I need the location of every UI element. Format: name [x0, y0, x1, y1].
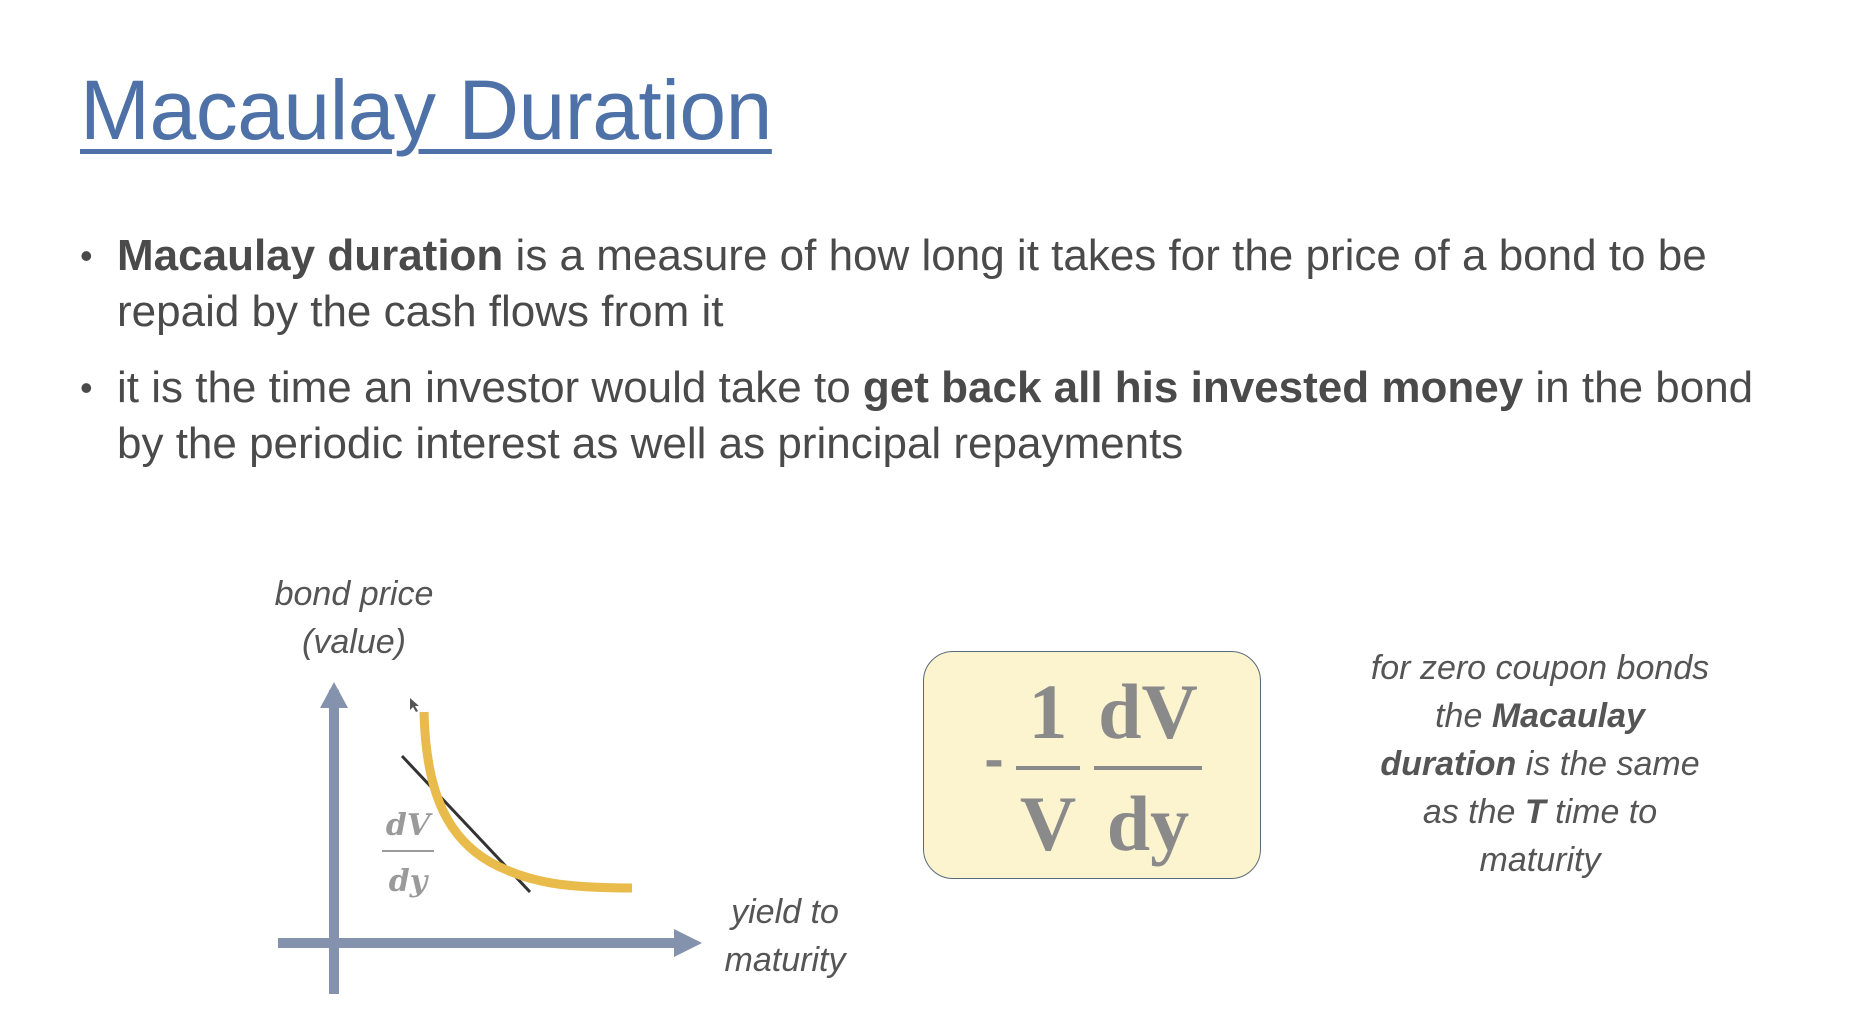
x-axis-arrow-icon — [674, 929, 702, 957]
formula-frac1-denominator: V — [1019, 780, 1077, 867]
mouse-cursor-icon — [410, 698, 419, 712]
bullet-text-before: it is the time an investor would take to — [117, 363, 863, 412]
slope-fraction — [378, 808, 438, 900]
x-axis-label-line2: maturity — [724, 941, 846, 979]
bullet-dot-icon: • — [80, 235, 93, 276]
bond-price-yield-diagram — [240, 570, 880, 1010]
note-part3: time to maturity — [1479, 793, 1658, 879]
bullet-list — [80, 228, 1780, 492]
note-bold-term: Macaulay duration — [1380, 697, 1645, 783]
note-part2: is the same as the — [1422, 745, 1700, 831]
price-yield-curve — [424, 712, 632, 888]
slide-title: Macaulay Duration — [80, 63, 772, 157]
bullet-bold-term: Macaulay duration — [117, 231, 504, 280]
formula-fraction-1 — [1016, 670, 1080, 866]
bullet-item — [80, 360, 1780, 472]
formula-sign: - — [984, 732, 1004, 788]
x-axis-label — [700, 888, 870, 984]
slope-fraction-bar — [382, 850, 434, 852]
formula-frac1-bar — [1016, 766, 1080, 770]
slope-denominator: dy — [388, 864, 428, 899]
note-part1: for zero coupon bonds the — [1370, 649, 1710, 735]
formula-fraction-2 — [1094, 670, 1202, 866]
bullet-bold-phrase: get back all his invested money — [862, 363, 1524, 412]
formula-frac2-bar — [1094, 766, 1202, 770]
formula-frac2-denominator: dy — [1106, 780, 1190, 867]
bullet-item — [80, 228, 1780, 340]
bullet-text: is a measure of how long it takes for the price of a bond to be repaid by the cash flows from it — [117, 231, 1707, 336]
formula-frac1-numerator: 1 — [1028, 668, 1068, 755]
zero-coupon-note — [1370, 644, 1710, 884]
y-axis-arrow-icon — [320, 682, 348, 708]
note-bold-t: T — [1524, 793, 1546, 831]
y-axis-label-line2: (value) — [302, 623, 406, 661]
slope-numerator: dV — [385, 808, 431, 843]
y-axis-label — [254, 570, 454, 666]
x-axis-label-line1: yield to — [731, 893, 839, 931]
formula-frac2-numerator: dV — [1098, 668, 1198, 755]
duration-formula-box — [923, 651, 1261, 879]
bullet-text-after: in the bond by the periodic interest as well as principal repayments — [117, 363, 1754, 468]
y-axis-label-line1: bond price — [274, 575, 434, 613]
bullet-dot-icon: • — [80, 367, 93, 408]
